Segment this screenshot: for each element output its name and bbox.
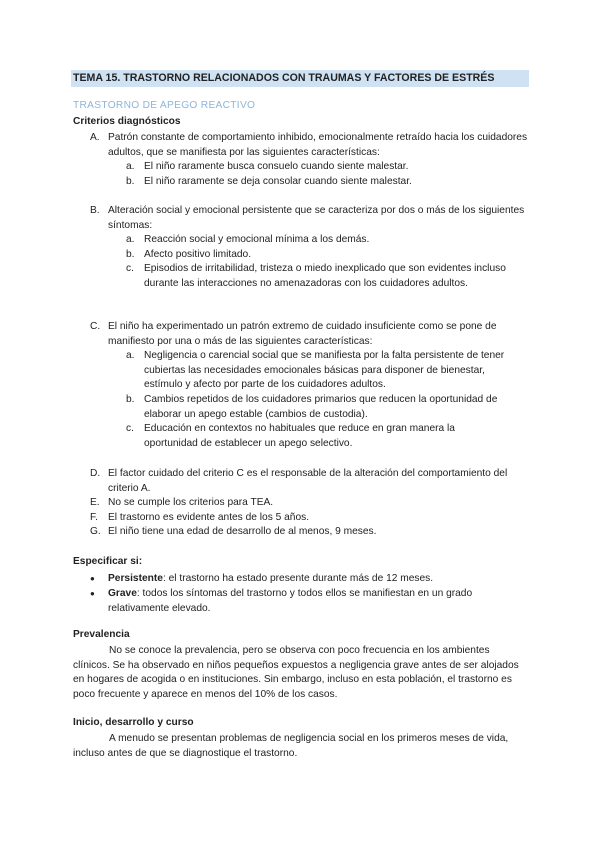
sub-criterion-label: b.: [126, 394, 135, 405]
criterion-text: El niño ha experimentado un patrón extremo de cuidado insuficiente como se pone de manifiesto por una o más de las siguientes características:: [108, 321, 497, 347]
criterion-label: D.: [90, 468, 101, 479]
criterion-label: C.: [90, 321, 101, 332]
sub-criterion-label: c.: [126, 263, 134, 274]
prevalencia-heading: Prevalencia: [73, 629, 130, 640]
especificar-term: Persistente: [108, 573, 163, 584]
especificar-term: Grave: [108, 588, 137, 599]
sub-criterion-label: c.: [126, 423, 134, 434]
criterios-heading: Criterios diagnósticos: [73, 116, 181, 127]
sub-criterion-text: Reacción social y emocional mínima a los demás.: [144, 234, 370, 245]
bullet-icon: ●: [90, 574, 95, 583]
sub-criterion-text: Afecto positivo limitado.: [144, 249, 252, 260]
page-title: TEMA 15. TRASTORNO RELACIONADOS CON TRAUMAS Y FACTORES DE ESTRÉS: [71, 70, 529, 87]
criterion-text: El trastorno es evidente antes de los 5 años.: [108, 512, 310, 523]
criterion-label: G.: [90, 526, 101, 537]
criterion-text: El factor cuidado del criterio C es el responsable de la alteración del comportamiento del criterio A.: [108, 468, 508, 494]
especificar-item: [108, 572, 528, 587]
sub-criterion-label: a.: [126, 161, 135, 172]
criterion-label: F.: [90, 512, 98, 523]
sub-criterion-text: Episodios de irritabilidad, tristeza o miedo inexplicado que son evidentes incluso durante las interacciones no amenazadoras con los cuidadores adultos.: [144, 263, 506, 289]
inicio-heading: Inicio, desarrollo y curso: [73, 717, 194, 728]
sub-criterion-text: Educación en contextos no habituales que reduce en gran manera la oportunidad de establecer un apego selectivo.: [144, 423, 455, 449]
sub-criterion-label: b.: [126, 176, 135, 187]
criterion-label: A.: [90, 132, 100, 143]
especificar-text: : todos los síntomas del trastorno y todos ellos se manifiestan en un grado relativamente elevado.: [108, 588, 473, 614]
criterion-label: E.: [90, 497, 100, 508]
inicio-text: A menudo se presentan problemas de negligencia social en los primeros meses de vida, incluso antes de que se diagnostique el trastorno.: [73, 733, 509, 759]
sub-criterion-text: Cambios repetidos de los cuidadores primarios que reducen la oportunidad de elaborar un apego estable (cambios de custodia).: [144, 394, 498, 420]
especificar-heading: Especificar si:: [73, 556, 143, 567]
sub-criterion-label: b.: [126, 249, 135, 260]
sub-criterion-label: a.: [126, 234, 135, 245]
bullet-icon: ●: [90, 589, 95, 598]
sub-criterion-text: El niño raramente busca consuelo cuando siente malestar.: [144, 161, 409, 172]
criterion-text: Patrón constante de comportamiento inhibido, emocionalmente retraído hacia los cuidadores adultos, que se manifiesta por las siguientes características:: [108, 132, 528, 158]
criterion-label: B.: [90, 205, 100, 216]
sub-criterion-label: a.: [126, 350, 135, 361]
prevalencia-text: No se conoce la prevalencia, pero se observa con poco frecuencia en los ambientes clínicos. Se ha observado en niños pequeños expuestos a negligencia grave antes de ser alojados en hogares de acogida o en instituciones. Sin embargo, incluso en esta población, el trastorno es poco frecuente y aparece en menos del 10% de los casos.: [73, 645, 519, 700]
sub-criterion-text: El niño raramente se deja consolar cuando siente malestar.: [144, 176, 412, 187]
criterion-text: Alteración social y emocional persistente que se caracteriza por dos o más de los siguientes síntomas:: [108, 205, 525, 231]
sub-criterion-text: Negligencia o carencial social que se manifiesta por la falta persistente de tener cubiertas las necesidades emocionales básicas para disponer de bienestar, estímulo y afecto por parte de los cuidadores adultos.: [144, 350, 505, 390]
especificar-item: [108, 587, 508, 616]
section-subtitle: TRASTORNO DE APEGO REACTIVO: [73, 100, 256, 111]
criterion-text: El niño tiene una edad de desarrollo de al menos, 9 meses.: [108, 526, 377, 537]
especificar-text: : el trastorno ha estado presente durante más de 12 meses.: [162, 573, 434, 584]
criterion-text: No se cumple los criterios para TEA.: [108, 497, 274, 508]
